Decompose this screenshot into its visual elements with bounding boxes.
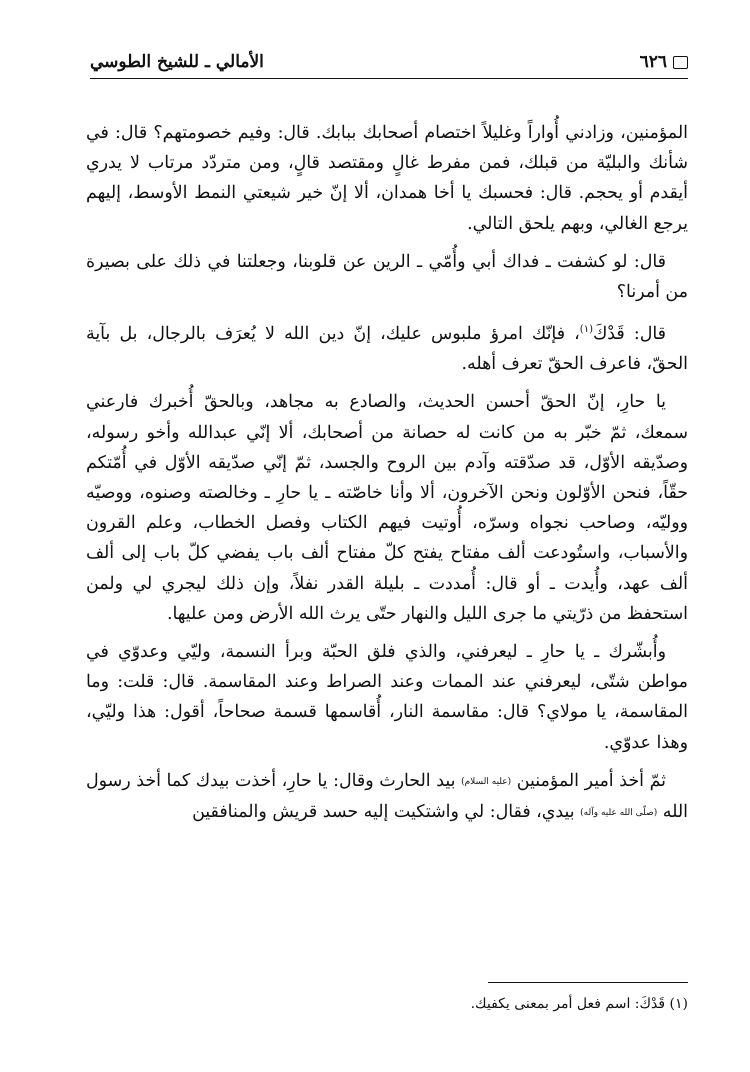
paragraph-text: بيدي، فقال: لي واشتكيت إليه حسد قريش والمنافقين xyxy=(192,802,575,823)
paragraph xyxy=(86,118,688,239)
paragraph xyxy=(86,766,688,828)
honorific: (عليه السلام) xyxy=(461,776,512,787)
paragraph-text: بيد الحارث وقال: يا حارِ، أخذت بيدك كما أخذ رسول الله xyxy=(86,770,688,823)
book-title: الأمالي ـ للشيخ الطوسي xyxy=(90,52,264,72)
paragraph-text: قال: لو كشفت ـ فداك أبي وأُمّي ـ الرين عن قلوبنا، وجعلتنا في ذلك على بصيرة من أمرنا؟ xyxy=(86,251,688,303)
paragraph-text: قال: قَدْكَ xyxy=(592,324,666,345)
page-number xyxy=(640,52,688,72)
paragraph-text: وأُبشّرك ـ يا حارِ ـ ليعرفني، والذي فلق الحبّة وبرأ النسمة، وليّي وعدوّي في مواطن شتّى، ليعرفني عند الممات وعند الصراط وعند المقاسمة. قال: قلت: وما المقاسمة، يا مولاي؟ قال: مقاسمة النار، أُقاسمها قسمة صحاحاً، أقول: هذا وليّي، وهذا عدوّي. xyxy=(86,642,688,753)
paragraph xyxy=(86,247,688,307)
page-marker-icon xyxy=(673,56,688,69)
paragraph-text: ، فإنّك امرؤ ملبوس عليك، إنّ دين الله لا يُعرَف بالرجال، بل بآية الحقّ، فاعرف الحقّ تعرف أهله. xyxy=(86,324,688,375)
paragraph-text: ثمّ أخذ أمير المؤمنين xyxy=(516,770,666,791)
footnote: (١) قَدْكَ: اسم فعل أمر بمعنى يكفيك. xyxy=(470,996,688,1012)
honorific: (صلّى الله عليه وآله) xyxy=(580,808,658,819)
footnote-divider xyxy=(488,982,688,983)
page-number-text: ٦٢٦ xyxy=(639,52,667,72)
main-text xyxy=(86,118,688,836)
footnote-reference[interactable]: (١) xyxy=(579,324,593,336)
paragraph-text: المؤمنين، وزادني أُواراً وغليلاً اختصام أصحابك ببابك. قال: وفيم خصومتهم؟ قال: في شأنك والبليّة من قبلك، فمن مفرط غالٍ ومقتصد قالٍ، ومن متردّد مرتاب لا يدري أيقدم أو يحجم. قال: فحسبك يا أخا همدان، ألا إنّ خير شيعتي النمط الأوسط، إليهم يرجع الغالي، وبهم يلحق التالي. xyxy=(86,123,688,234)
paragraph xyxy=(86,637,688,758)
paragraph xyxy=(86,315,688,379)
paragraph xyxy=(86,387,688,629)
paragraph-text: يا حارِ، إنّ الحقّ أحسن الحديث، والصادع به مجاهد، وبالحقّ أُخبرك فارعني سمعك، ثمّ خبّر به من كانت له حصانة من أصحابك، ألا إنّي عبدالله وأخو رسوله، وصدّيقه الأوّل، قد صدّقته وآدم بين الروح والجسد، ثمّ إنّي صدّيقه الأوّل في أُمّتكم حقّاً، فنحن الأوّلون ونحن الآخرون، ألا وأنا خاصّته ـ يا حارِ ـ وخالصته وصنوه، ووصيّه ووليّه، وصاحب نجواه وسرّه، أُوتيت فيهم الكتاب وفصل الخطاب، وعلم القرون والأسباب، واستُودعت ألف مفتاح يفتح كلّ مفتاح ألف باب يفضي كلّ باب إلى ألف ألف عهد، وأُيدت ـ أو قال: أُمددت ـ بليلة القدر نفلاً، وإن ذلك ليجري لي ولمن استحفظ من ذرّيتي ما جرى الليل والنهار حتّى يرث الله الأرض ومن عليها. xyxy=(86,392,688,624)
page-header xyxy=(90,46,688,79)
